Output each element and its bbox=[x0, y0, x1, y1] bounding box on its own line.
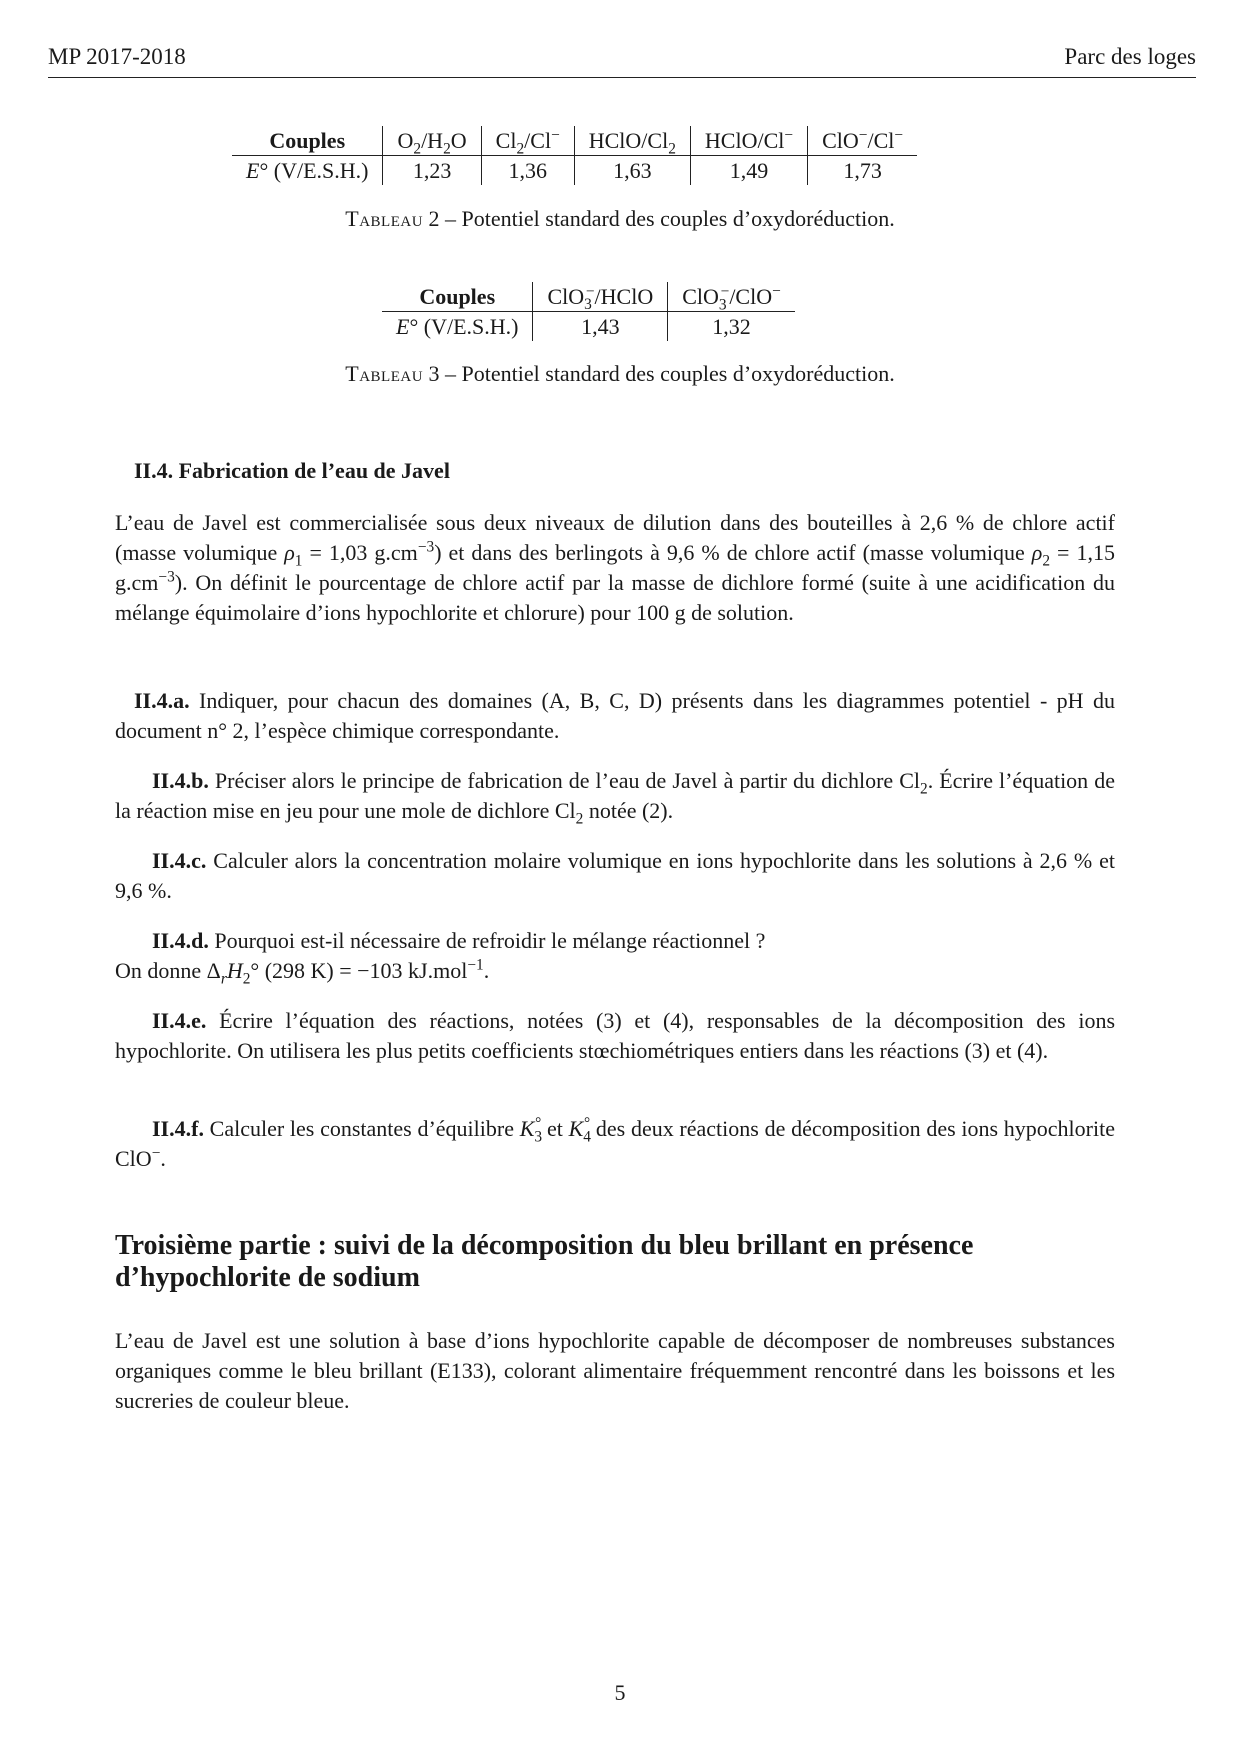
table-3-couple: ClO$_3$−/HClO bbox=[533, 282, 668, 312]
table-2-row-label-couples: Couples bbox=[232, 126, 383, 156]
question-e bbox=[115, 1006, 1115, 1066]
table-2-caption-text: 2 – Potentiel standard des couples d’oxydoréduction. bbox=[428, 206, 895, 231]
question-label: II.4.a. bbox=[134, 688, 190, 713]
table-3-row-label-potential: E° (V/E.S.H.) bbox=[396, 314, 519, 339]
table-2-caption bbox=[0, 206, 1240, 232]
section-title: II.4. Fabrication de l’eau de Javel bbox=[134, 458, 450, 483]
section-intro: L’eau de Javel est commercialisée sous deux niveaux de dilution dans des bouteilles à 2,6 % de chlore actif (masse volumique $\rho_1 = 1,03$ $g.cm^{-3}$) et dans des berlingots à 9,6 % de chlore actif (masse volumique $\rho_2 = 1,15$ $g.cm^{-3}$). On définit le pourcentage de chlore actif par la masse de dichlore formé (suite à une acidification du mélange équimolaire d’ions hypochlorite et chlorure) pour 100 g de solution. bbox=[115, 510, 1115, 625]
table-3-couple: ClO$_3$−/ClO− bbox=[668, 282, 795, 312]
table-3-row-label-couples: Couples bbox=[382, 282, 533, 312]
question-c bbox=[115, 846, 1115, 906]
question-label: II.4.e. bbox=[152, 1008, 207, 1033]
table-2-couple: HClO/$Cl_2$ bbox=[574, 126, 690, 156]
table-2-couple: ClO−/Cl− bbox=[808, 126, 917, 156]
table-2-caption-label: Tableau bbox=[345, 206, 424, 231]
question-a bbox=[115, 686, 1115, 746]
table-2-couple: HClO/Cl− bbox=[690, 126, 807, 156]
table-3-value: 1,43 bbox=[533, 312, 668, 342]
question-text: Calculer alors la concentration molaire volumique en ions hypochlorite dans les solutions à 2,6 % et 9,6 %. bbox=[115, 848, 1116, 903]
table-3 bbox=[382, 282, 795, 341]
part-3-title: Troisième partie : suivi de la décomposition du bleu brillant en présence d’hypochlorite de sodium bbox=[115, 1230, 974, 1293]
question-label: II.4.b. bbox=[152, 768, 209, 793]
table-2 bbox=[232, 126, 917, 185]
table-2-value: 1,36 bbox=[481, 156, 574, 186]
part-3-text: L’eau de Javel est une solution à base d’ions hypochlorite capable de décomposer de nombreuses substances organiques comme le bleu brillant (E133), colorant alimentaire fréquemment rencontré dans les boissons et les sucreries de couleur bleue. bbox=[115, 1328, 1115, 1413]
question-text: Indiquer, pour chacun des domaines (A, B, C, D) présents dans les diagrammes potentiel - pH du document n° 2, l’espèce chimique correspondante. bbox=[115, 688, 1115, 743]
question-label: II.4.f. bbox=[152, 1116, 204, 1141]
table-2-value: 1,73 bbox=[808, 156, 917, 186]
table-2-couple: $O_2/H_2O$ bbox=[383, 126, 481, 156]
question-text: Pourquoi est-il nécessaire de refroidir le mélange réactionnel ? bbox=[214, 928, 766, 953]
question-d bbox=[115, 926, 1115, 986]
header-right: Parc des loges bbox=[1064, 44, 1196, 69]
table-2-value: 1,63 bbox=[574, 156, 690, 186]
header-left: MP 2017-2018 bbox=[48, 44, 186, 69]
table-2-value: 1,49 bbox=[690, 156, 807, 186]
table-3-value: 1,32 bbox=[668, 312, 795, 342]
question-d-given: On donne $\Delta_rH_2^\circ$ (298 K) = −103 kJ.mol$^{-1}$. bbox=[115, 956, 490, 988]
question-label: II.4.d. bbox=[152, 928, 209, 953]
header-rule bbox=[48, 77, 1196, 78]
table-3-caption-label: Tableau bbox=[345, 361, 424, 386]
question-label: II.4.c. bbox=[152, 848, 207, 873]
question-b: II.4.b. Préciser alors le principe de fabrication de l’eau de Javel à partir du dichlore $Cl_2$. Écrire l’équation de la réaction mise en jeu pour une mole de dichlore $Cl_2$ notée (2). bbox=[115, 768, 1115, 828]
table-2-row-label-potential: E° (V/E.S.H.) bbox=[246, 158, 369, 183]
table-3-caption bbox=[0, 361, 1240, 387]
table-2-couple: $Cl_2/Cl^-$ bbox=[481, 126, 574, 156]
question-f: II.4.f. Calculer les constantes d’équilibre $K_3^\circ$ et $K_4^\circ$ des deux réactions de décomposition des ions hypochlorite ClO−. bbox=[115, 1114, 1115, 1171]
table-3-caption-text: 3 – Potentiel standard des couples d’oxydoréduction. bbox=[428, 361, 895, 386]
table-2-value: 1,23 bbox=[383, 156, 481, 186]
question-text: Écrire l’équation des réactions, notées (3) et (4), responsables de la décomposition des ions hypochlorite. On utilisera les plus petits coefficients stœchiométriques entiers dans les réactions (3) et (4). bbox=[115, 1008, 1116, 1063]
page-number: 5 bbox=[614, 1680, 626, 1705]
